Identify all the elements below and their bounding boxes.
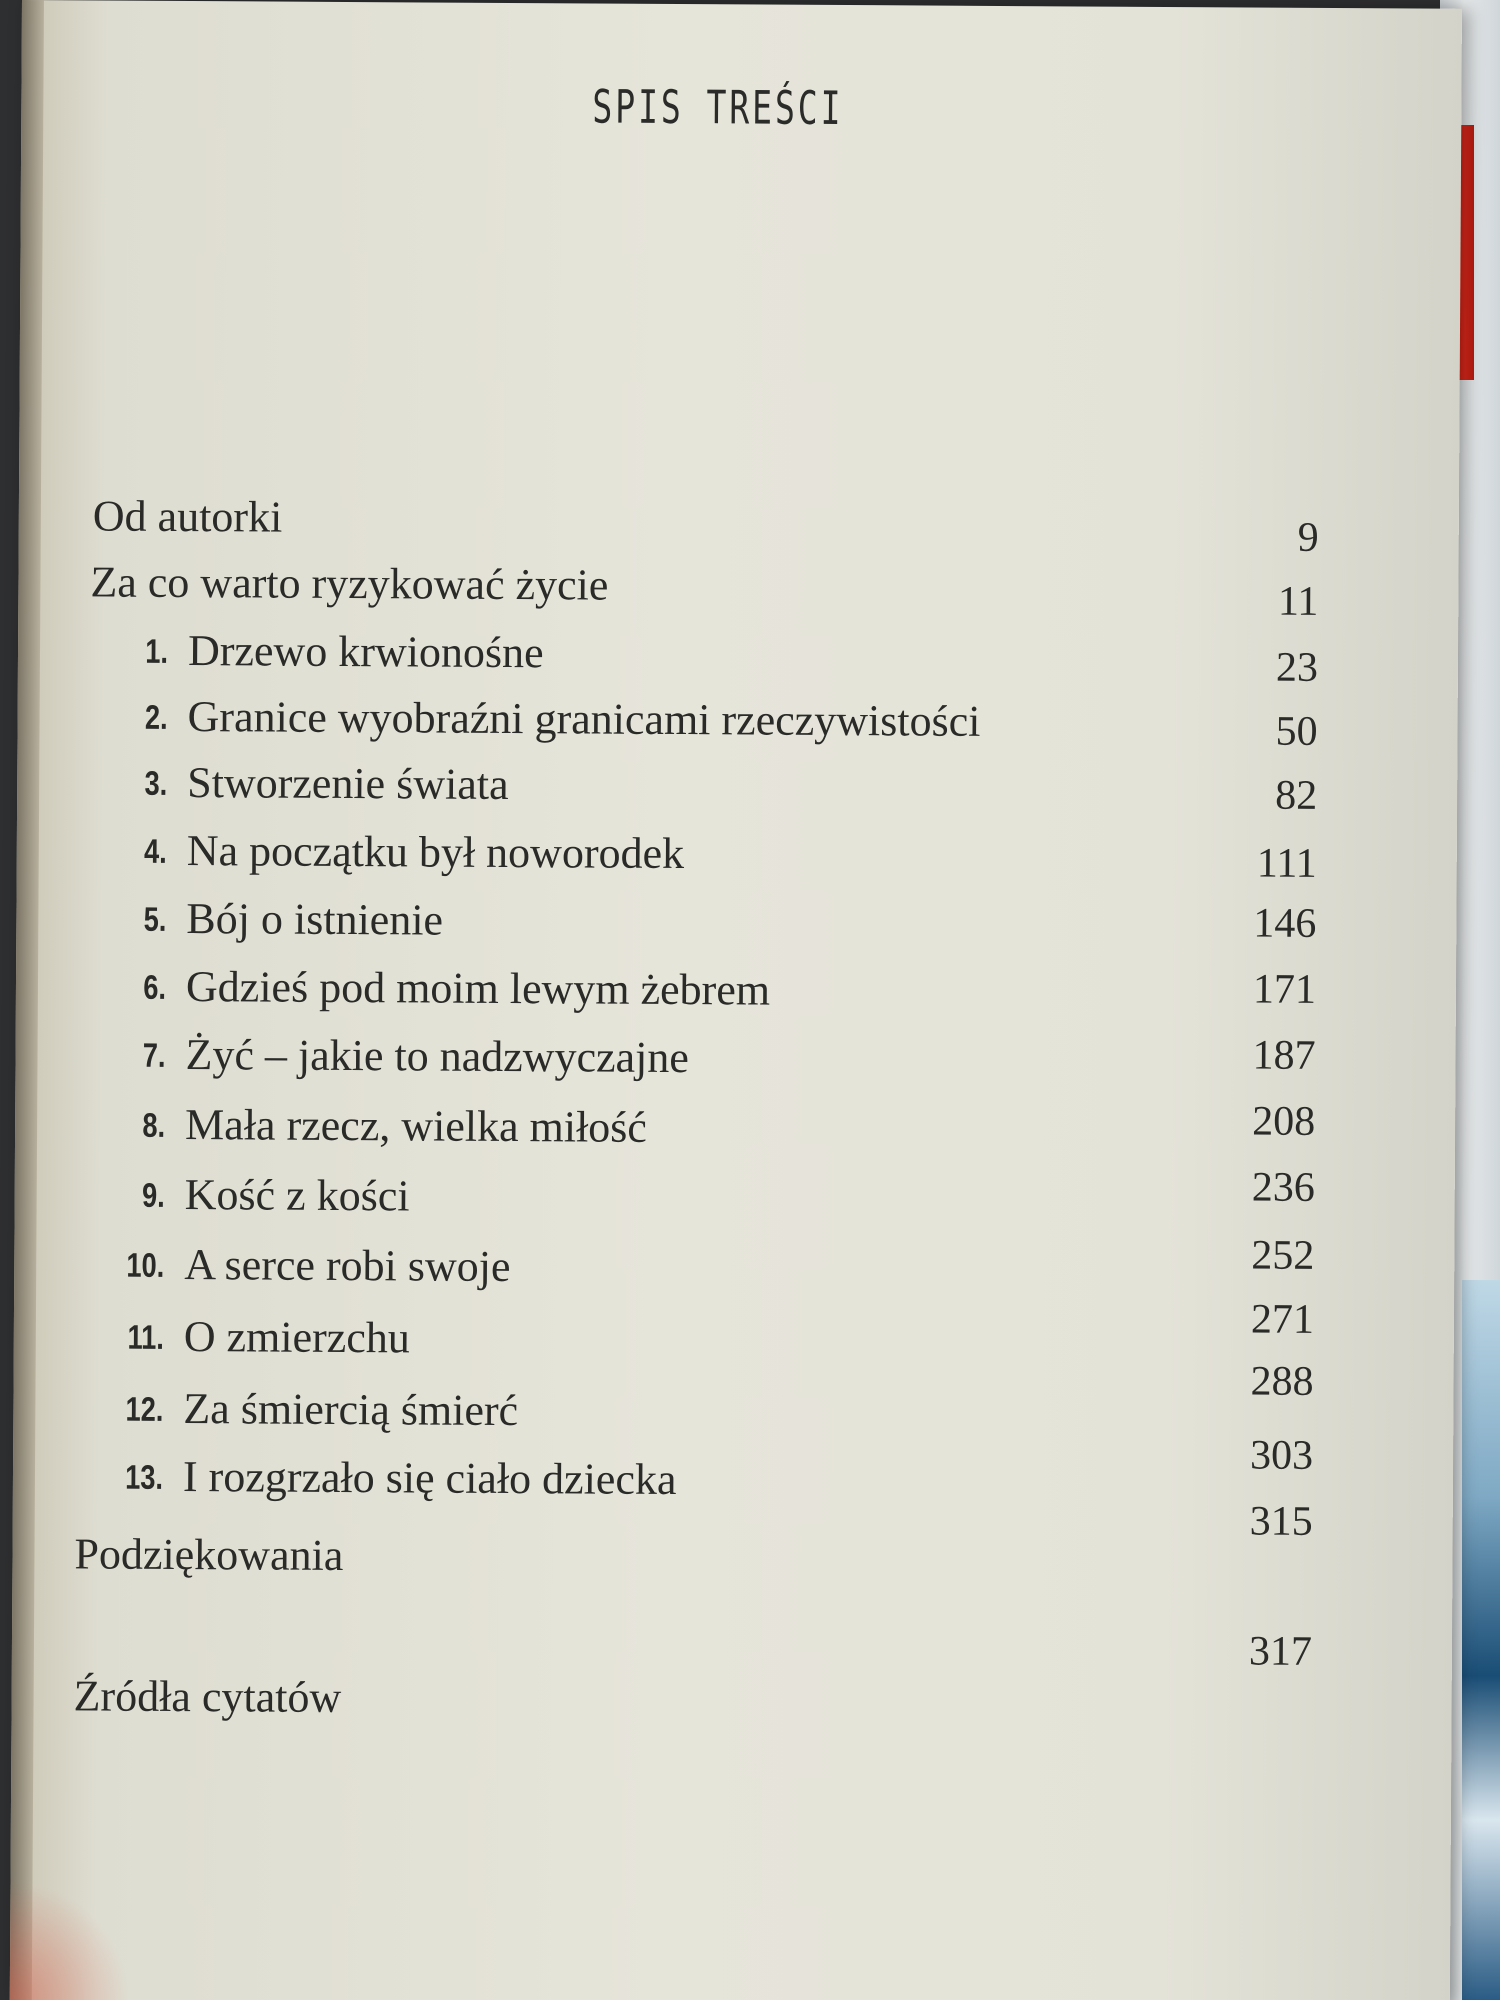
toc-entry-label: Żyć – jakie to nadzwyczajne xyxy=(185,1030,690,1083)
chapter-number: 12. xyxy=(125,1390,164,1429)
toc-entry-page: 50 xyxy=(1275,708,1318,755)
toc-entry-page: 236 xyxy=(1251,1164,1315,1211)
toc-entry-page: 23 xyxy=(1275,644,1319,691)
book-page xyxy=(10,0,1462,2000)
toc-entry-page: 303 xyxy=(1249,1432,1314,1479)
toc-entry-label: Za co warto ryzykować życie xyxy=(90,557,609,610)
toc-entry-page: 171 xyxy=(1252,966,1317,1013)
chapter-number: 6. xyxy=(143,968,167,1007)
chapter-number: 4. xyxy=(143,832,167,871)
chapter-number: 5. xyxy=(143,900,167,939)
chapter-number: 3. xyxy=(144,764,168,803)
toc-entry-page: 9 xyxy=(1297,514,1319,561)
page-gutter xyxy=(10,0,44,2000)
toc-entry-label: Gdzieś pod moim lewym żebrem xyxy=(185,962,771,1015)
toc-entry-page: 146 xyxy=(1253,900,1317,947)
chapter-number: 13. xyxy=(125,1458,164,1497)
toc-entry-page: 252 xyxy=(1251,1232,1315,1279)
chapter-number: 7. xyxy=(142,1036,166,1075)
chapter-number: 8. xyxy=(142,1106,166,1145)
toc-entry-label: Drzewo krwionośne xyxy=(187,626,544,678)
toc-entry-label: Bój o istnienie xyxy=(186,894,444,945)
toc-entry-label: Kość z kości xyxy=(184,1170,410,1221)
toc-entry-page: 208 xyxy=(1252,1098,1316,1145)
toc-entry-page: 11 xyxy=(1277,578,1319,625)
chapter-number: 2. xyxy=(144,698,168,737)
chapter-number: 1. xyxy=(145,632,169,671)
toc-entry-page: 82 xyxy=(1275,772,1318,819)
toc-entry-label: Za śmiercią śmierć xyxy=(183,1384,519,1436)
page-title: SPIS TREŚCI xyxy=(592,79,844,136)
toc-entry-label: A serce robi swoje xyxy=(184,1240,511,1292)
toc-entry-label: Źródła cytatów xyxy=(73,1671,342,1722)
toc-entry-page: 315 xyxy=(1249,1498,1313,1545)
toc-entry-label: Mała rzecz, wielka miłość xyxy=(184,1100,648,1152)
toc-entry-page: 187 xyxy=(1252,1032,1316,1079)
toc-entry-label: O zmierzchu xyxy=(183,1312,410,1363)
toc-entry-page: 317 xyxy=(1248,1628,1313,1675)
corner-shadow xyxy=(10,1880,131,2000)
chapter-number: 9. xyxy=(141,1176,165,1215)
toc-entry-page: 288 xyxy=(1250,1358,1314,1405)
chapter-number: 11. xyxy=(127,1318,164,1357)
toc-entry-page: 271 xyxy=(1250,1296,1315,1343)
toc-entry-label: Podziękowania xyxy=(74,1529,344,1580)
chapter-number: 10. xyxy=(126,1246,165,1285)
toc-entry-label: Stworzenie świata xyxy=(187,758,509,809)
toc-entry-label: Granice wyobraźni granicami rzeczywistości xyxy=(187,692,981,746)
toc-entry-label: I rozgrzało się ciało dziecka xyxy=(182,1452,677,1505)
toc-entry-page: 111 xyxy=(1256,840,1317,887)
toc-entry-label: Na początku był noworodek xyxy=(186,826,685,879)
toc-entry-label: Od autorki xyxy=(92,491,283,542)
blue-book-cover xyxy=(1462,1280,1500,2000)
